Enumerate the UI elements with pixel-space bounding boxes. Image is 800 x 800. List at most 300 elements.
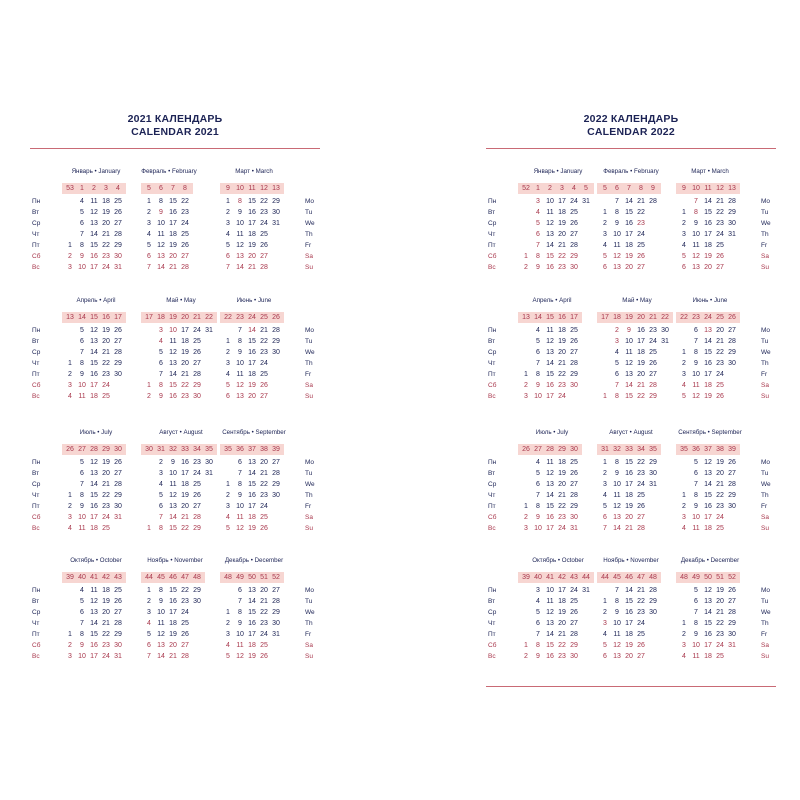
weekday-label-ru: Вс: [32, 653, 40, 660]
week-number: 2: [92, 185, 96, 192]
day-cell: 25: [260, 371, 268, 378]
week-number: 21: [649, 314, 657, 321]
day-cell: 3: [603, 481, 607, 488]
day-cell: 13: [90, 220, 98, 227]
day-cell: 28: [728, 609, 736, 616]
day-cell: 22: [558, 253, 566, 260]
day-cell: 10: [692, 514, 700, 521]
week-number: 38: [716, 446, 724, 453]
day-cell: 7: [536, 360, 540, 367]
day-cell: 28: [637, 525, 645, 532]
day-cell: 26: [570, 220, 578, 227]
day-cell: 21: [102, 231, 110, 238]
day-cell: 21: [558, 631, 566, 638]
weekday-label-ru: Вс: [488, 393, 496, 400]
day-cell: 6: [603, 653, 607, 660]
day-cell: 26: [728, 587, 736, 594]
day-cell: 19: [102, 209, 110, 216]
week-number: 39: [522, 574, 530, 581]
day-cell: 10: [613, 231, 621, 238]
day-cell: 3: [682, 642, 686, 649]
day-cell: 12: [613, 642, 621, 649]
weekday-label-ru: Чт: [488, 492, 496, 499]
week-number: 52: [728, 574, 736, 581]
day-cell: 15: [248, 609, 256, 616]
weekday-label-en: Th: [761, 620, 769, 627]
day-cell: 3: [159, 470, 163, 477]
week-number: 48: [649, 574, 657, 581]
day-cell: 23: [558, 264, 566, 271]
day-cell: 12: [704, 459, 712, 466]
day-cell: 3: [603, 620, 607, 627]
weekday-label-en: Mo: [761, 459, 771, 466]
day-cell: 13: [157, 642, 165, 649]
day-cell: 8: [80, 631, 84, 638]
day-cell: 11: [692, 382, 700, 389]
quarter-block: [30, 168, 320, 308]
day-cell: 2: [615, 327, 619, 334]
weekday-label-ru: Вт: [488, 338, 496, 345]
weekday-label-en: Su: [305, 393, 313, 400]
day-cell: 6: [536, 481, 540, 488]
day-cell: 29: [728, 620, 736, 627]
week-number: 40: [78, 574, 86, 581]
week-number: 20: [181, 314, 189, 321]
weekday-label-ru: Пт: [32, 242, 40, 249]
week-number: 10: [692, 185, 700, 192]
weekday-label-ru: Сб: [488, 514, 497, 521]
day-cell: 19: [558, 609, 566, 616]
day-cell: 8: [694, 349, 698, 356]
week-number: 19: [625, 314, 633, 321]
day-cell: 1: [147, 198, 151, 205]
day-cell: 23: [558, 382, 566, 389]
day-cell: 18: [637, 349, 645, 356]
day-cell: 27: [181, 642, 189, 649]
day-cell: 11: [613, 492, 621, 499]
weekday-label-en: Tu: [761, 209, 769, 216]
weekday-label-en: Mo: [305, 327, 315, 334]
day-cell: 3: [68, 264, 72, 271]
day-cell: 29: [114, 360, 122, 367]
day-cell: 24: [716, 642, 724, 649]
day-cell: 23: [181, 393, 189, 400]
day-cell: 20: [625, 264, 633, 271]
day-cell: 13: [546, 231, 554, 238]
day-cell: 3: [147, 220, 151, 227]
week-number: 8: [639, 185, 643, 192]
day-cell: 23: [102, 253, 110, 260]
day-cell: 20: [248, 253, 256, 260]
day-cell: 11: [157, 620, 165, 627]
week-number: 2: [548, 185, 552, 192]
weekday-label-ru: Вс: [32, 264, 40, 271]
day-cell: 20: [637, 371, 645, 378]
weekday-label-en: Su: [761, 653, 769, 660]
day-cell: 2: [159, 459, 163, 466]
day-cell: 2: [68, 503, 72, 510]
day-cell: 21: [558, 492, 566, 499]
day-cell: 4: [80, 587, 84, 594]
day-cell: 25: [570, 209, 578, 216]
weekday-label-en: We: [305, 481, 315, 488]
day-cell: 30: [570, 653, 578, 660]
day-cell: 17: [637, 338, 645, 345]
day-cell: 15: [704, 492, 712, 499]
day-cell: 8: [159, 382, 163, 389]
week-number: 43: [570, 574, 578, 581]
day-cell: 6: [615, 371, 619, 378]
day-cell: 18: [558, 598, 566, 605]
day-cell: 29: [114, 631, 122, 638]
month-label: Апрель • April: [532, 297, 572, 304]
day-cell: 20: [716, 598, 724, 605]
week-number: 18: [157, 314, 165, 321]
weekday-label-en: Su: [305, 525, 313, 532]
day-cell: 30: [114, 371, 122, 378]
week-number: 32: [169, 446, 177, 453]
day-cell: 20: [169, 253, 177, 260]
day-cell: 18: [102, 198, 110, 205]
day-cell: 6: [226, 393, 230, 400]
day-cell: 12: [90, 598, 98, 605]
day-cell: 27: [570, 620, 578, 627]
day-cell: 25: [716, 242, 724, 249]
day-cell: 28: [272, 598, 280, 605]
day-cell: 27: [260, 253, 268, 260]
weekday-label-ru: Чт: [32, 231, 40, 238]
day-cell: 28: [181, 653, 189, 660]
weekday-label-ru: Пт: [32, 503, 40, 510]
day-cell: 9: [694, 503, 698, 510]
week-number: 51: [260, 574, 268, 581]
day-cell: 12: [613, 503, 621, 510]
day-cell: 4: [603, 492, 607, 499]
weekday-label-en: We: [305, 609, 315, 616]
day-cell: 19: [625, 253, 633, 260]
week-number: 27: [78, 446, 86, 453]
week-number: 35: [224, 446, 232, 453]
day-cell: 13: [248, 459, 256, 466]
day-cell: 14: [625, 587, 633, 594]
day-cell: 5: [159, 492, 163, 499]
day-cell: 4: [159, 338, 163, 345]
month-label: Июнь • June: [692, 297, 728, 304]
day-cell: 17: [181, 470, 189, 477]
day-cell: 1: [682, 209, 686, 216]
day-cell: 20: [716, 470, 724, 477]
day-cell: 8: [536, 503, 540, 510]
day-cell: 29: [649, 598, 657, 605]
day-cell: 31: [728, 642, 736, 649]
day-cell: 3: [536, 587, 540, 594]
day-cell: 4: [68, 393, 72, 400]
day-cell: 25: [102, 525, 110, 532]
day-cell: 12: [236, 653, 244, 660]
day-cell: 19: [716, 587, 724, 594]
day-cell: 31: [272, 631, 280, 638]
day-cell: 17: [169, 220, 177, 227]
day-cell: 9: [536, 264, 540, 271]
week-number: 47: [637, 574, 645, 581]
day-cell: 11: [169, 481, 177, 488]
day-cell: 13: [546, 481, 554, 488]
day-cell: 6: [603, 264, 607, 271]
day-cell: 11: [90, 198, 98, 205]
week-number: 27: [534, 446, 542, 453]
day-cell: 4: [226, 514, 230, 521]
day-cell: 28: [272, 327, 280, 334]
day-cell: 2: [147, 209, 151, 216]
week-number: 10: [236, 185, 244, 192]
week-number: 29: [102, 446, 110, 453]
weekday-label-ru: Пт: [488, 503, 496, 510]
quarter-block: [486, 557, 776, 697]
day-cell: 28: [570, 492, 578, 499]
day-cell: 1: [524, 642, 528, 649]
day-cell: 16: [704, 360, 712, 367]
day-cell: 23: [260, 492, 268, 499]
day-cell: 22: [637, 209, 645, 216]
day-cell: 23: [260, 620, 268, 627]
day-cell: 8: [536, 371, 540, 378]
day-cell: 8: [615, 459, 619, 466]
month-label: Сентябрь • September: [222, 429, 286, 436]
day-cell: 27: [637, 514, 645, 521]
day-cell: 5: [694, 587, 698, 594]
day-cell: 14: [248, 327, 256, 334]
day-cell: 8: [80, 242, 84, 249]
day-cell: 3: [226, 360, 230, 367]
day-cell: 7: [694, 338, 698, 345]
day-cell: 4: [682, 653, 686, 660]
day-cell: 17: [90, 264, 98, 271]
day-cell: 25: [716, 382, 724, 389]
day-cell: 11: [169, 338, 177, 345]
day-cell: 26: [570, 338, 578, 345]
day-cell: 27: [716, 264, 724, 271]
day-cell: 22: [637, 598, 645, 605]
weekday-label-en: We: [305, 220, 315, 227]
day-cell: 6: [159, 503, 163, 510]
week-number: 11: [248, 185, 256, 192]
day-cell: 5: [603, 642, 607, 649]
weekday-label-ru: Пт: [488, 631, 496, 638]
day-cell: 12: [169, 349, 177, 356]
day-cell: 4: [682, 242, 686, 249]
day-cell: 27: [637, 264, 645, 271]
day-cell: 8: [615, 393, 619, 400]
week-number: 12: [716, 185, 724, 192]
day-cell: 20: [248, 393, 256, 400]
day-cell: 10: [169, 470, 177, 477]
weekday-label-en: Mo: [305, 587, 315, 594]
day-cell: 16: [169, 393, 177, 400]
page-title-ru: 2021 КАЛЕНДАРЬ: [127, 113, 223, 125]
day-cell: 2: [147, 598, 151, 605]
week-number: 16: [558, 314, 566, 321]
week-number: 36: [236, 446, 244, 453]
day-cell: 29: [114, 492, 122, 499]
week-number: 30: [114, 446, 122, 453]
day-cell: 16: [546, 514, 554, 521]
week-number: 1: [80, 185, 84, 192]
day-cell: 5: [226, 242, 230, 249]
day-cell: 1: [226, 481, 230, 488]
day-cell: 25: [637, 242, 645, 249]
weekday-label-en: Tu: [305, 470, 313, 477]
week-number: 16: [102, 314, 110, 321]
day-cell: 10: [236, 503, 244, 510]
day-cell: 14: [90, 620, 98, 627]
day-cell: 16: [248, 620, 256, 627]
day-cell: 17: [248, 220, 256, 227]
week-number: 39: [728, 446, 736, 453]
day-cell: 22: [260, 198, 268, 205]
day-cell: 26: [260, 653, 268, 660]
day-cell: 16: [625, 220, 633, 227]
weekday-label-ru: Пн: [488, 459, 497, 466]
day-cell: 28: [272, 470, 280, 477]
day-cell: 2: [682, 503, 686, 510]
day-cell: 24: [716, 231, 724, 238]
day-cell: 12: [236, 242, 244, 249]
quarter-block: [30, 429, 320, 569]
week-number: 33: [625, 446, 633, 453]
day-cell: 15: [169, 525, 177, 532]
day-cell: 15: [169, 198, 177, 205]
day-cell: 22: [716, 620, 724, 627]
weekday-label-en: Sa: [305, 514, 313, 521]
day-cell: 25: [637, 631, 645, 638]
day-cell: 17: [546, 393, 554, 400]
day-cell: 24: [716, 371, 724, 378]
day-cell: 11: [613, 631, 621, 638]
day-cell: 10: [78, 382, 86, 389]
day-cell: 18: [704, 382, 712, 389]
day-cell: 10: [169, 327, 177, 334]
day-cell: 30: [649, 470, 657, 477]
day-cell: 2: [682, 220, 686, 227]
day-cell: 10: [613, 481, 621, 488]
day-cell: 16: [90, 371, 98, 378]
day-cell: 16: [248, 349, 256, 356]
day-cell: 12: [90, 459, 98, 466]
day-cell: 29: [193, 587, 201, 594]
weekday-label-ru: Пн: [488, 198, 497, 205]
day-cell: 18: [248, 231, 256, 238]
day-cell: 28: [193, 371, 201, 378]
day-cell: 21: [169, 264, 177, 271]
day-cell: 28: [570, 242, 578, 249]
week-number: 9: [651, 185, 655, 192]
day-cell: 3: [68, 653, 72, 660]
day-cell: 1: [603, 393, 607, 400]
day-cell: 20: [716, 327, 724, 334]
week-number: 9: [682, 185, 686, 192]
week-number: 50: [704, 574, 712, 581]
day-cell: 24: [260, 503, 268, 510]
day-cell: 31: [649, 481, 657, 488]
day-cell: 20: [169, 642, 177, 649]
day-cell: 4: [682, 525, 686, 532]
month-label: Июнь • June: [236, 297, 272, 304]
day-cell: 30: [205, 459, 213, 466]
day-cell: 8: [159, 587, 163, 594]
week-number: 31: [157, 446, 165, 453]
day-cell: 6: [238, 587, 242, 594]
day-cell: 20: [181, 503, 189, 510]
day-cell: 5: [80, 598, 84, 605]
day-cell: 29: [570, 642, 578, 649]
day-cell: 2: [68, 253, 72, 260]
week-number: 22: [680, 314, 688, 321]
day-cell: 20: [625, 653, 633, 660]
weekday-label-en: Tu: [761, 470, 769, 477]
weekday-label-en: Th: [761, 360, 769, 367]
day-cell: 14: [704, 609, 712, 616]
week-number: 49: [692, 574, 700, 581]
day-cell: 6: [536, 349, 540, 356]
weekday-label-ru: Вт: [32, 338, 40, 345]
weekday-label-ru: Сб: [488, 642, 497, 649]
day-cell: 29: [114, 242, 122, 249]
weekday-label-ru: Вс: [488, 525, 496, 532]
day-cell: 2: [603, 470, 607, 477]
title-divider: [486, 148, 776, 149]
day-cell: 19: [169, 242, 177, 249]
day-cell: 12: [236, 382, 244, 389]
day-cell: 8: [238, 481, 242, 488]
page-title-ru: 2022 КАЛЕНДАРЬ: [583, 113, 679, 125]
day-cell: 26: [114, 598, 122, 605]
week-number: 6: [615, 185, 619, 192]
day-cell: 7: [615, 382, 619, 389]
day-cell: 12: [90, 327, 98, 334]
day-cell: 7: [536, 242, 540, 249]
day-cell: 21: [260, 598, 268, 605]
day-cell: 21: [260, 470, 268, 477]
day-cell: 7: [615, 587, 619, 594]
week-number: 46: [169, 574, 177, 581]
week-number: 44: [145, 574, 153, 581]
day-cell: 6: [694, 327, 698, 334]
month-label: Июль • July: [535, 429, 569, 436]
day-cell: 7: [536, 631, 540, 638]
day-cell: 15: [704, 620, 712, 627]
month-label: Март • March: [235, 168, 273, 175]
day-cell: 28: [728, 198, 736, 205]
day-cell: 8: [80, 360, 84, 367]
day-cell: 25: [193, 338, 201, 345]
week-number: 13: [66, 314, 74, 321]
day-cell: 18: [625, 242, 633, 249]
weekday-label-ru: Сб: [32, 382, 41, 389]
day-cell: 4: [226, 642, 230, 649]
day-cell: 9: [159, 393, 163, 400]
day-cell: 19: [102, 459, 110, 466]
day-cell: 10: [613, 620, 621, 627]
day-cell: 16: [704, 631, 712, 638]
day-cell: 7: [694, 198, 698, 205]
day-cell: 12: [692, 393, 700, 400]
day-cell: 24: [260, 631, 268, 638]
day-cell: 15: [546, 371, 554, 378]
weekday-label-en: Sa: [761, 514, 769, 521]
weekday-label-ru: Пн: [32, 587, 41, 594]
day-cell: 27: [114, 470, 122, 477]
day-cell: 2: [68, 371, 72, 378]
